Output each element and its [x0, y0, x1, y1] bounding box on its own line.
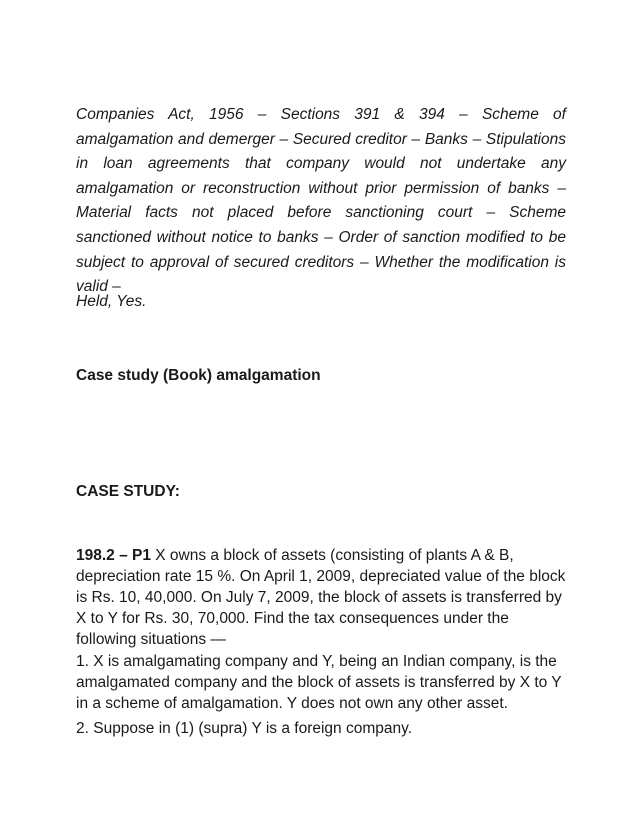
situation-item-1: 1. X is amalgamating company and Y, being an Indian company, is the amalgamated company and the block of assets is transferred by X to Y in a scheme of amalgamation. Y does not own any other asset. [76, 653, 562, 712]
problem-paragraph [76, 545, 566, 650]
situation-item-2: 2. Suppose in (1) (supra) Y is a foreign company. [76, 720, 413, 737]
problem-reference: 198.2 – P1 [76, 547, 151, 564]
document-page [76, 0, 566, 826]
headnote-paragraph: Companies Act, 1956 – Sections 391 & 394 – Scheme of amalgamation and demerger – Secured creditor – Banks – Stipulations in loan agreements that company would not undertake any amalgamation or reconstruction without prior permission of banks – Material facts not placed before sanctioning court – Scheme sanctioned without notice to banks – Order of sanction modified to be subject to approval of secured creditors – Whether the modification is valid – [76, 106, 566, 296]
case-book-heading: Case study (Book) amalgamation [76, 367, 321, 384]
case-study-heading: CASE STUDY: [76, 483, 180, 500]
problem-text: X owns a block of assets (consisting of plants A & B, depreciation rate 15 %. On April 1, 2009, depreciated value of the block is Rs. 10, 40,000. On July 7, 2009, the block of assets is transferred by X to Y for Rs. 30, 70,000. Find the tax consequences under the following situations — [76, 547, 566, 648]
held-text: Held, Yes. [76, 293, 147, 310]
